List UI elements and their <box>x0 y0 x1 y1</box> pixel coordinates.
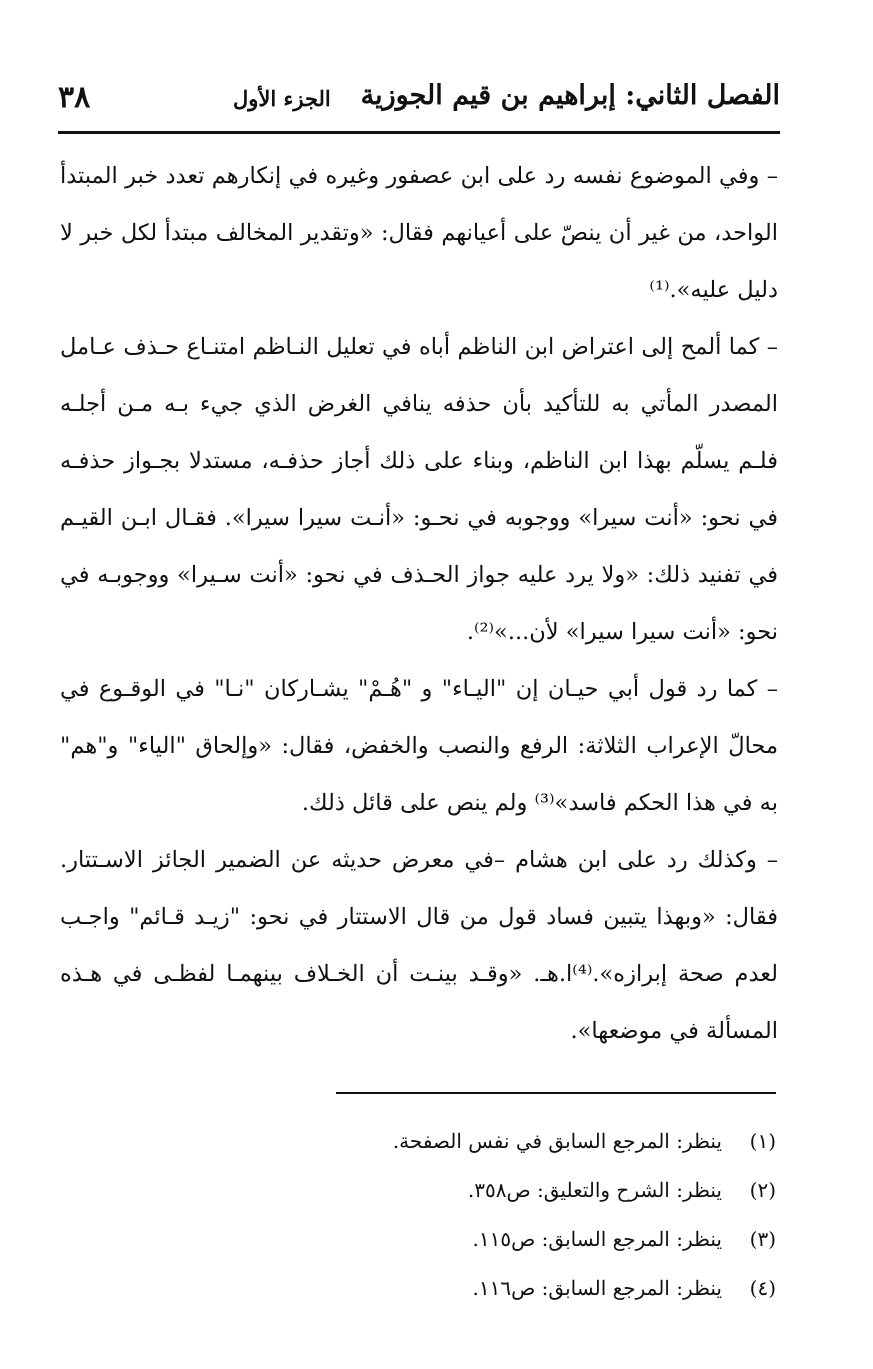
footnote-text: ينظر: الشرح والتعليق: ص٣٥٨. <box>467 1178 722 1202</box>
footnote-item <box>300 1264 776 1313</box>
paragraph: – وفي الموضوع نفسه رد على ابن عصفور وغيره في إنكارهم تعدد خبر المبتدأ الواحد، من غير أن ينصّ على أعيانهم فقال: «وتقدير المخالف مبتدأ لكل خبر لا دليل عليه».⁽¹⁾ <box>60 163 778 303</box>
footnotes <box>300 1117 776 1313</box>
paragraph: – كما ألمح إلى اعتراض ابن الناظم أباه في تعليل النـاظم امتنـاع حـذف عـامل المصدر المأتي به للتأكيد بأن حذفه ينافي الغرض الذي جيء بـه مـن أجلـه فلـم يسلّم بهذا ابن الناظم، وبناء على ذلك أجاز حذفـه، مستدلا بجـواز حذفـه في نحو: «أنت سيرا» ووجوبه في نحـو: «أنـت سيرا سيرا». فقـال ابـن القيـم في تفنيد ذلك: «ولا يرد عليه جواز الحـذف في نحو: «أنت سـيرا» ووجوبـه في نحو: «أنت سيرا سيرا» لأن...»⁽²⁾. <box>60 334 778 645</box>
footnote-item <box>300 1117 776 1166</box>
header-divider <box>58 131 780 134</box>
footnote-number: (٤) <box>749 1276 776 1300</box>
footnote-text: ينظر: المرجع السابق في نفس الصفحة. <box>392 1129 722 1153</box>
footnote-item <box>300 1215 776 1264</box>
paragraph: – كما رد قول أبي حيـان إن "اليـاء" و "هُـمْ" يشـاركان "نـا" في الوقـوع في محالّ الإعراب الثلاثة: الرفع والنصب والخفض، فقال: «وإلحاق "الياء" و"هم" به في هذا الحكم فاسد»⁽³⁾ ولم ينص على قائل ذلك. <box>60 676 778 816</box>
paragraph: – وكذلك رد على ابن هشام –في معرض حديثه عن الضمير الجائز الاسـتتار. فقال: «وبهذا يتبين فساد قول من قال الاستتار في نحو: "زيـد قـائم" واجـب لعدم صحة إبرازه».⁽⁴⁾ا.هـ. «وقـد بينـت أن الخـلاف بينهمـا لفظـى في هـذه المسألة في موضعها». <box>60 847 778 1044</box>
footnote-divider <box>336 1092 776 1094</box>
page-number: ٣٨ <box>58 80 91 115</box>
part-label: الجزء الأول <box>233 86 331 111</box>
running-header <box>58 80 780 126</box>
footnote-text: ينظر: المرجع السابق: ص١١٦. <box>472 1276 722 1300</box>
footnote-item <box>300 1166 776 1215</box>
main-text <box>60 148 778 1060</box>
footnote-number: (١) <box>749 1129 776 1153</box>
footnote-number: (٢) <box>749 1178 776 1202</box>
footnote-text: ينظر: المرجع السابق: ص١١٥. <box>472 1227 722 1251</box>
footnote-number: (٣) <box>749 1227 776 1251</box>
chapter-title: الفصل الثاني: إبراهيم بن قيم الجوزية <box>360 80 780 111</box>
